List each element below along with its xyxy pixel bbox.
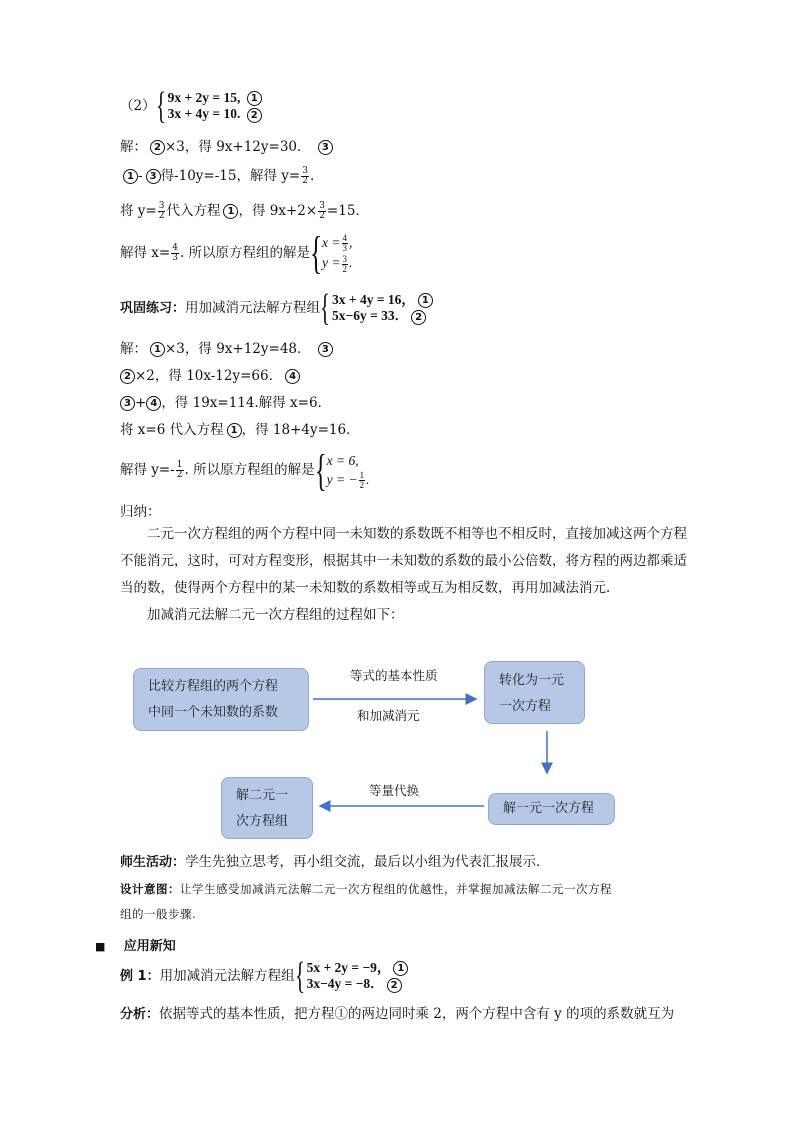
brace: {: [155, 85, 166, 128]
flow-box-solve-system: 解二元一 次方程组: [221, 777, 313, 839]
eq1: 9x + 2y = 15,: [167, 90, 241, 105]
step-4: 解得 x= $\frac{4}{3}$ . 所以原方程组的解是{x = $\frac{4}{3}$ , y = $\frac{3}{2}$ .: [120, 227, 353, 279]
flow-box-convert: 转化为一元 一次方程: [484, 661, 585, 724]
summary-process: 加减消元法解二元一次方程组的过程如下：: [147, 607, 404, 623]
step-3: 将 y= $\frac{3}{2}$ 代入方程 1 ，得 9x+2× $\frac{3}{2}$ =15．: [120, 201, 369, 221]
design-intent-cont: 组的一般步骤.: [120, 907, 197, 921]
practice-line-2: 2 ×2，得 10x-12y=66． 4: [120, 364, 300, 384]
summary-paragraph: 二元一次方程组的两个方程中同一未知数的系数既不相等也不相反时，直接加减这两个方程不能消元，这时，可对方程变形，根据其中一未知数的系数的最小公倍数，将方程的两边都乘适当的数，使得两个方程中的某一未知数的系数相等或互为相反数，再用加减法消元．: [120, 526, 687, 596]
section-heading: ■ 应用新知: [95, 939, 176, 954]
analysis: 分析：依据等式的基本性质，把方程①的两边同时乘 2，两个方程中含有 y 的项的系数就互为: [120, 1006, 675, 1022]
practice-line-1: 解： 1 ×3，得 9x+12y=48． 3: [120, 337, 333, 357]
practice-system: 巩固练习：用加减消元法解方程组{ 3x + 4y = 16， 1 5x−6y = 33． 2: [120, 292, 433, 325]
example-1: 例 1：用加减消元法解方程组{ 5x + 2y = −9， 1 3x−4y = −8． 2: [120, 960, 408, 993]
circled-1: 1: [247, 91, 262, 106]
part2-system: （2）{ 9x + 2y = 15, 1 3x + 4y = 10. 2: [120, 90, 262, 123]
summary-title: 归纳：: [120, 504, 161, 520]
eq2: 3x + 4y = 10.: [167, 106, 241, 122]
flow-box-compare: 比较方程组的两个方程 中同一个未知数的系数: [133, 668, 309, 731]
teacher-student-activity: 师生活动：学生先独立思考，再小组交流，最后以小组为代表汇报展示．: [120, 854, 550, 870]
flow-label-add-sub: 和加减消元: [357, 708, 420, 723]
flow-label-substitute: 等量代换: [369, 783, 420, 798]
step-2: 1 - 3 得-10y=-15，解得 y= $\frac{3}{2}$ .: [120, 164, 314, 186]
flow-label-property: 等式的基本性质: [350, 668, 438, 683]
step-1: 解： 2 ×3，得 9x+12y=30． 3: [120, 135, 333, 155]
flow-box-solve-one: 解一元一次方程: [488, 793, 615, 825]
practice-line-3: 3 + 4 ，得 19x=114.解得 x=6．: [120, 391, 331, 411]
practice-line-4: 将 x=6 代入方程 1 ，得 18+4y=16．: [120, 422, 360, 438]
circled-3: 3: [318, 140, 333, 155]
practice-line-5: 解得 y=- $\frac{1}{2}$ . 所以原方程组的解是{x = 6, y = − $\frac{1}{2}$ .: [120, 445, 370, 495]
design-intent: 设计意图：让学生感受加减消元法解二元一次方程组的优越性，并掌握加减法解二元一次方程: [120, 882, 612, 896]
fraction: $\frac{3}{2}$: [302, 166, 308, 186]
circled-2: 2: [247, 108, 262, 123]
